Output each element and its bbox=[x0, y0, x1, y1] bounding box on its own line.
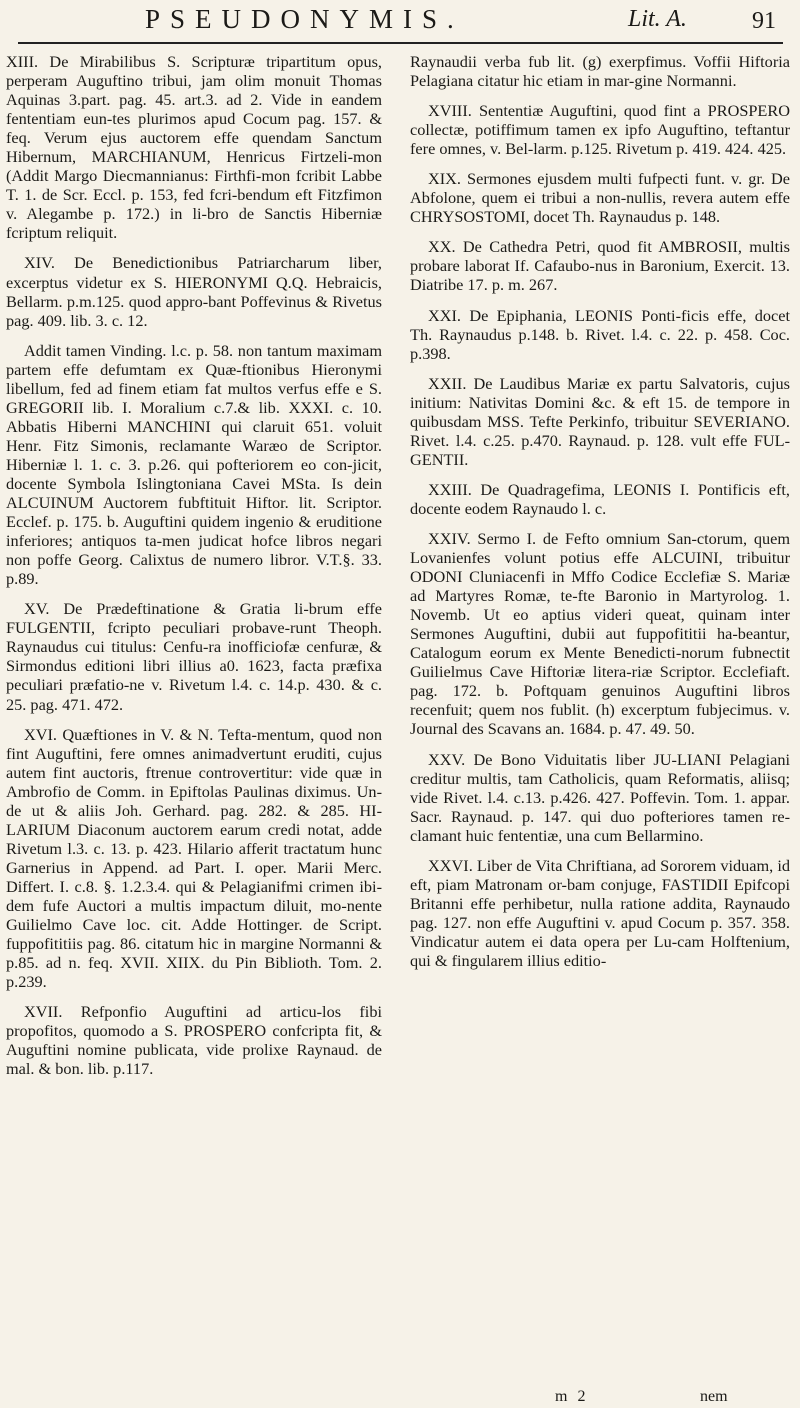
entry-xxiii: XXIII. De Quadragefima, LEONIS I. Pontificis eft, docente eodem Raynaudo l. c. bbox=[410, 479, 790, 518]
signature-mark: m 2 bbox=[555, 1388, 589, 1405]
section-marker: Lit. A. bbox=[628, 6, 687, 32]
entry-xxi: XXI. De Epiphania, LEONIS Ponti-ficis effe, docet Th. Raynaudus p.148. b. Rivet. l.4. c. 22. p. 458. Coc. p.398. bbox=[410, 305, 790, 363]
entry-xix: XIX. Sermones ejusdem multi fufpecti funt. v. gr. De Abfolone, quem ei tribui a non-nullis, revera autem effe CHRYSOSTOMI, docet Th. Raynaudus p. 148. bbox=[410, 169, 790, 227]
entry-xxvi: XXVI. Liber de Vita Chriftiana, ad Sororem viduam, id eft, piam Matronam or-bam conjuge, FASTIDII Epifcopi Britanni effe perhibetur, nulla ratione addita, Raynaudo pag. 127. non effe Auguftini v. apud Cocum p. 357. 358. Vindicatur autem ei data opera per Lu-cam Holftenium, qui & fingularem illius editio- bbox=[410, 855, 790, 970]
right-column bbox=[410, 52, 790, 981]
running-title: PSEUDONYMIS. bbox=[145, 4, 464, 34]
left-column bbox=[6, 52, 382, 1089]
running-header bbox=[0, 0, 800, 40]
entry-xvi: XVI. Quæftiones in V. & N. Tefta-mentum, quod non fint Auguftini, fere omnes animadvertunt eruditi, cujus autem fint auctoris, ftrenue controvertitur: vide quæ in Ambrofio de Comm. in Epiftolas Paulinas diximus. Un-de ut & aliis Joh. Gerhard. pag. 282. & 285. HI-LARIUM Diaconum auctorem earum credi notat, adde Rivetum l.3. c. 13. p. 423. Hilario afferit tractatum hunc Garnerius in Append. ad Part. I. oper. Marii Merc. Differt. I. c.8. §. 1.2.3.4. qui & Pelagianifmi crimen ibi-dem fufe Auctori a multis impactum diluit, mo-nente Guilielmo Cave loc. cit. Adde Hottinger. de Script. fuppofititiis pag. 86. citatum hic in margine Normanni & p.85. ad n. feq. XVII. XIIX. du Pin Biblioth. Tom. 2. p.239. bbox=[6, 724, 382, 992]
entry-xvii: XVII. Refponfio Auguftini ad articu-los fibi propofitos, quomodo a S. PROSPERO confcripta fit, & Auguftini nomine publicata, vide prolixe Raynaud. de mal. & bon. lib. p.117. bbox=[6, 1002, 382, 1079]
entry-xviii: XVIII. Sententiæ Auguftini, quod fint a PROSPERO collectæ, potiffimum tamen ex ipfo Auguftino, teftantur fere omnes, v. Bel-larm. p.125. Rivetum p. 419. 424. 425. bbox=[410, 101, 790, 159]
entry-xxiv: XXIV. Sermo I. de Fefto omnium San-ctorum, quem Lovanienfes volunt potius effe ALCUINI, tribuitur ODONI Cluniacenfi in Mffo Codice Ecclefiæ S. Mariæ ad Martyres Romæ, te-fte Baronio in Martyrolog. 1. Novemb. Ut eo aptius videri queat, quinam inter Sermones Auguftini, dubii aut fuppofititii ha-beantur, Catalogum eorum ex Mente Benedicti-norum fubnectit Guilielmus Cave Hiftoriæ litera-riæ Scriptor. Ecclefiaft. pag. 172. b. Poftquam genuinos Auguftini libros recenfuit; quem nos fublit. (h) excerptum fubjecimus. v. Journal des Scavans an. 1684. p. 47. 49. 50. bbox=[410, 528, 790, 739]
header-rule bbox=[18, 42, 783, 44]
catchword: nem bbox=[700, 1388, 728, 1405]
entry-xiv: XIV. De Benedictionibus Patriarcharum liber, excerptus videtur ex S. HIERONYMI Q.Q. Hebraicis, Bellarm. p.m.125. quod appro-bant Poffevinus & Rivetus pag. 409. lib. 3. c. 12. bbox=[6, 253, 382, 330]
entry-xx: XX. De Cathedra Petri, quod fit AMBROSII, multis probare laborat If. Cafaubo-nus in Baronium, Exercit. 13. Diatribe 17. p. m. 267. bbox=[410, 237, 790, 295]
entry-xxv: XXV. De Bono Viduitatis liber JU-LIANI Pelagiani creditur multis, tam Catholicis, quam Reformatis, aliisq; vide Rivet. l.4. c.13. p.426. 427. Poffevin. Tom. 1. appar. Sacr. Raynaud. p. 147. qui duo pofteriores tamen re-clamant huic fententiæ, una cum Bellarmino. bbox=[410, 749, 790, 845]
entry-xiv-addendum: Addit tamen Vinding. l.c. p. 58. non tantum maximam partem effe defumtam ex Quæ-ftionibus Hieronymi libellum, fed ad finem etiam fat multos verfus effe e S. GREGORII lib. I. Moralium c.7.& lib. XXXI. c. 10. Abbatis Hiberni MANCHINI qui claruit 651. voluit Henr. Fitz Simonis, reclamante Waræo de Scriptor. Hiberniæ l. 1. c. 3. p.26. qui pofteriorem eo con-jicit, docente Symbola Islingtoniana Cavei MSta. Is dein ALCUINUM Auctorem fubftituit Hiftor. lit. Scriptor. Ecclef. p. 175. b. Auguftini quidem ingenio & eruditione inferiores; antiquos ta-men judicat hofce libros negari non poffe Georg. Calixtus de numero libror. V.T.§. 33. p.89. bbox=[6, 340, 382, 589]
entry-xvii-continued: Raynaudii verba fub lit. (g) exerpfimus. Voffii Hiftoria Pelagiana citatur hic etiam in mar-gine Normanni. bbox=[410, 52, 790, 91]
entry-xxii: XXII. De Laudibus Mariæ ex partu Salvatoris, cujus initium: Nativitas Domini &c. & eft 15. de tempore in quibusdam MSS. Tefte Perkinfo, tribuitur SEVERIANO. Rivet. l.4. c.25. p.470. Raynaud. p. 128. vult effe FUL-GENTII. bbox=[410, 373, 790, 469]
page-number: 91 bbox=[752, 8, 776, 34]
entry-xv: XV. De Prædeftinatione & Gratia li-brum effe FULGENTII, fcripto peculiari probave-runt Theoph. Raynaudus cui titulus: Cenfu-ra inofficiofæ cenfuræ, & Sirmondus editioni libri illius a0. 1623, facta præfixa peculiari præfatio-ne v. Rivetum l.4. c. 14.p. 430. & c. 25. pag. 471. 472. bbox=[6, 599, 382, 714]
entry-xiii: XIII. De Mirabilibus S. Scripturæ tripartitum opus, perperam Auguftino tribui, jam olim monuit Thomas Aquinas 3.part. pag. 45. art.3. ad 2. Vide in eandem fententiam eun-tes plurimos apud Cocum pag. 157. & feq. Verum ejus auctorem effe quendam Sanctum Hibernum, MARCHIANUM, Henricus Firtzeli-mon (Addit Margo Diecmannianus: Firthfi-mon fcribit Labbe T. 1. de Scr. Eccl. p. 153, fed fcri-bendum eft Fitzfimon v. Alegambe p. 172.) in li-bro de Sanctis Hiberniæ fcriptum reliquit. bbox=[6, 52, 382, 243]
